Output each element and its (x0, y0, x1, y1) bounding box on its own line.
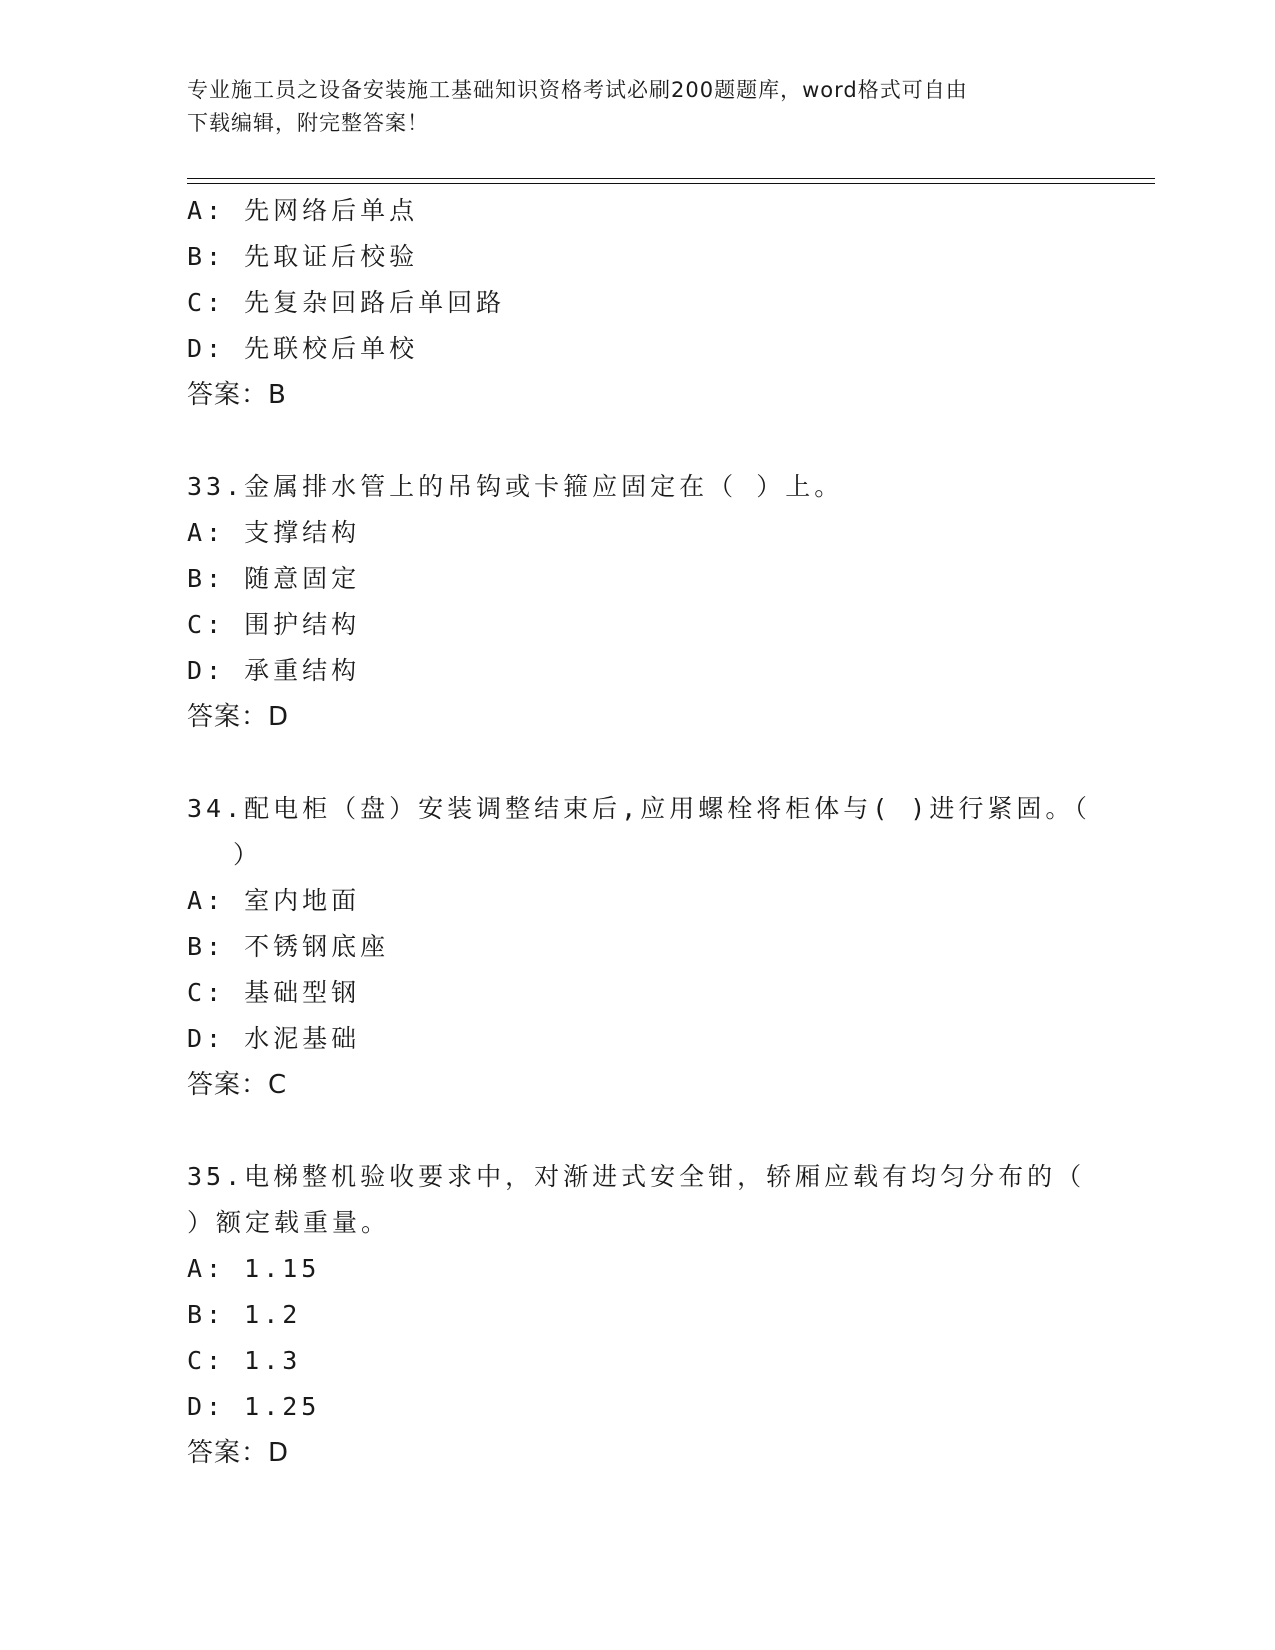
question-block-33 (187, 464, 1087, 740)
header-title-line-1: 专业施工员之设备安装施工基础知识资格考试必刷200题题库，word格式可自由 (187, 78, 968, 102)
spacer (187, 740, 1087, 786)
question-block-34 (187, 786, 1091, 1108)
option-a: A: 室内地面 (187, 886, 361, 915)
option-d: D: 水泥基础 (187, 1024, 361, 1053)
option-c: C: 先复杂回路后单回路 (187, 288, 506, 317)
option-b: B: 不锈钢底座 (187, 932, 390, 961)
answer-label: 答案：D (187, 702, 290, 732)
question-block-32 (187, 188, 1087, 418)
header-title-line-2: 下载编辑，附完整答案！ (187, 111, 429, 135)
option-c: C: 围护结构 (187, 610, 361, 639)
question-text-line-1: 34.配电柜（盘）安装调整结束后,应用螺栓将柜体与( )进行紧固。（ (187, 794, 1091, 823)
option-a: A: 支撑结构 (187, 518, 361, 547)
document-header (187, 74, 1067, 140)
answer-label: 答案：D (187, 1438, 290, 1468)
question-list (187, 188, 1091, 1476)
option-c: C: 1.3 (187, 1346, 302, 1375)
header-divider-bottom (187, 183, 1155, 184)
option-b: B: 先取证后校验 (187, 242, 419, 271)
spacer (187, 1108, 1087, 1154)
option-a: A: 先网络后单点 (187, 196, 419, 225)
header-divider-top (187, 178, 1155, 179)
answer-label: 答案：C (187, 1070, 288, 1100)
option-a: A: 1.15 (187, 1254, 321, 1283)
question-block-35 (187, 1154, 1087, 1476)
spacer (187, 418, 1087, 464)
question-text: 33.金属排水管上的吊钩或卡箍应固定在（ ）上。 (187, 472, 844, 501)
question-text-line-2: ）额定载重量。 (187, 1208, 391, 1237)
option-b: B: 随意固定 (187, 564, 361, 593)
option-c: C: 基础型钢 (187, 978, 361, 1007)
question-text-line-2: ） (233, 840, 263, 869)
option-d: D: 承重结构 (187, 656, 361, 685)
question-text-line-1: 35.电梯整机验收要求中，对渐进式安全钳，轿厢应载有均匀分布的（ (187, 1162, 1086, 1191)
option-d: D: 先联校后单校 (187, 334, 419, 363)
option-d: D: 1.25 (187, 1392, 321, 1421)
answer-label: 答案：B (187, 380, 287, 410)
option-b: B: 1.2 (187, 1300, 302, 1329)
